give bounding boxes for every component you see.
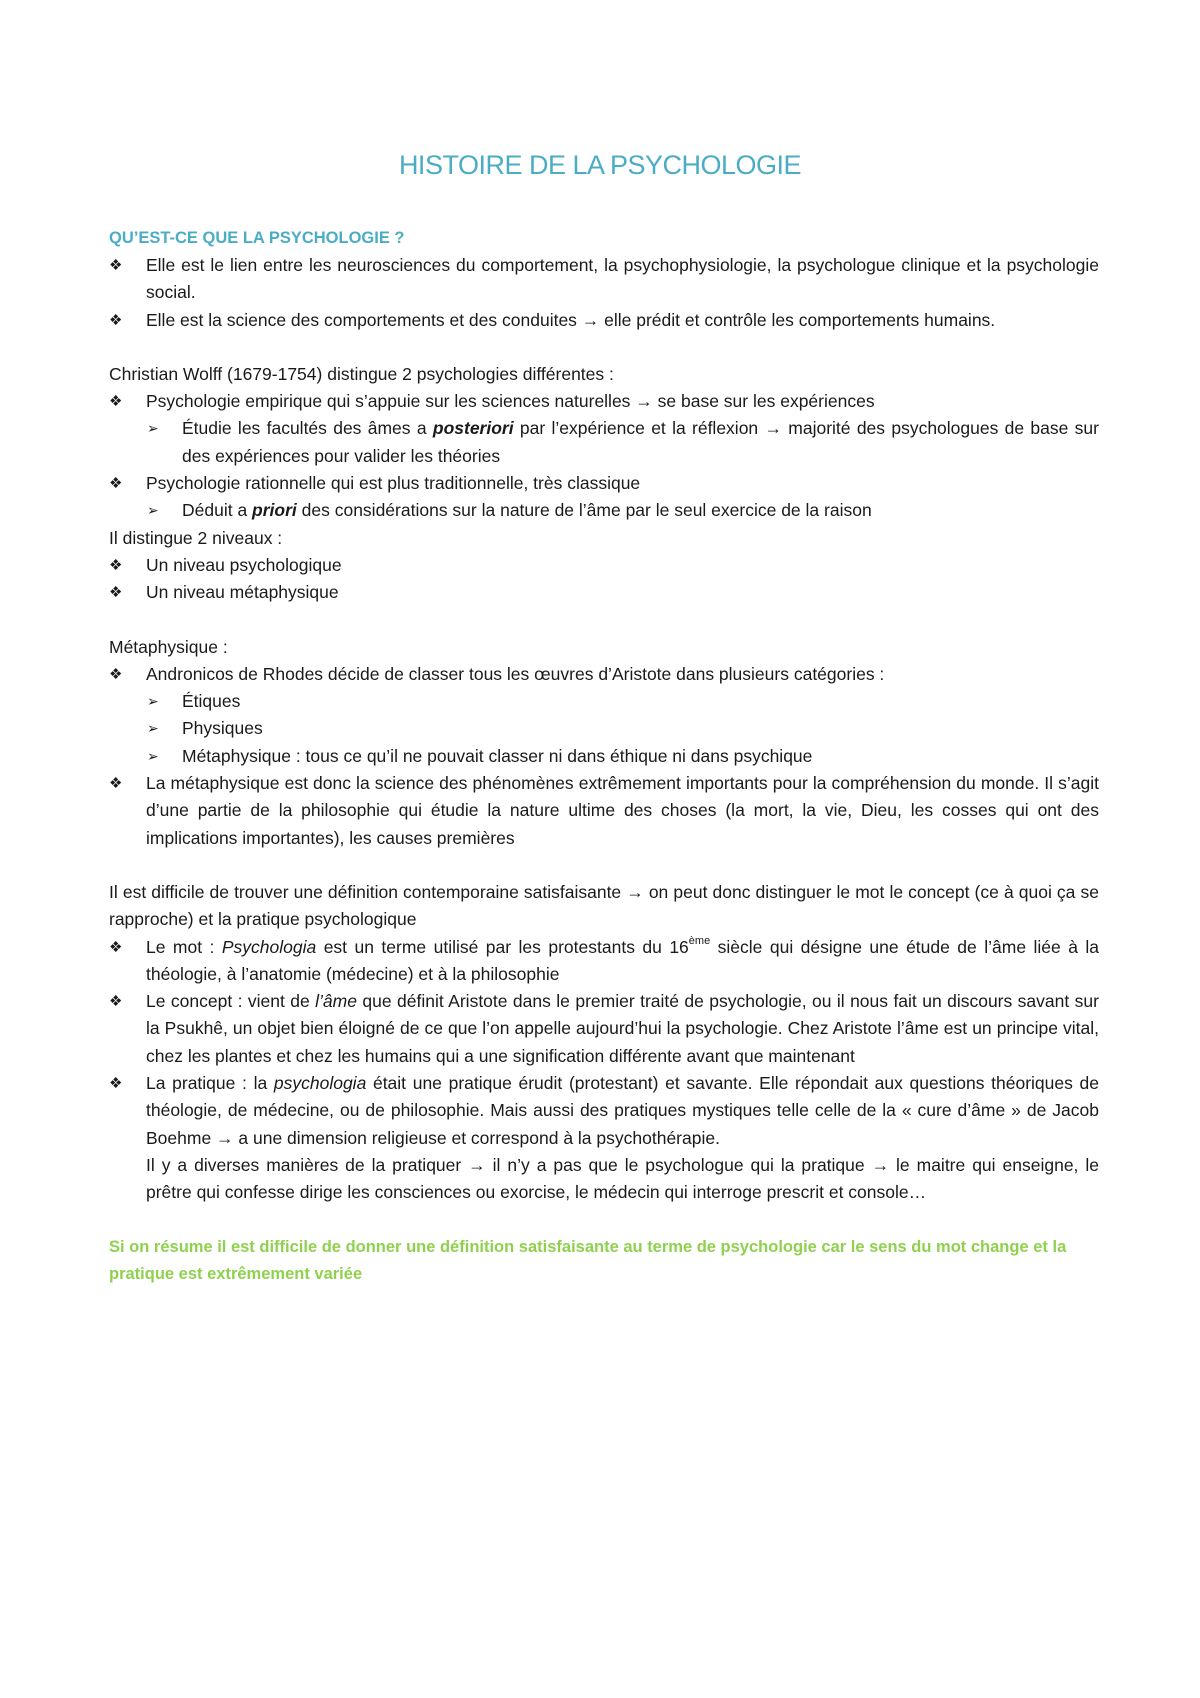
diamond-bullet-icon: ❖ bbox=[109, 665, 123, 683]
paragraph: Christian Wolff (1679-1754) distingue 2 psychologies différentes : bbox=[109, 363, 614, 384]
arrow-bullet-icon: ➢ bbox=[147, 747, 159, 764]
bullet-item bbox=[109, 988, 1099, 1070]
emphasis-posteriori: posteriori bbox=[432, 418, 514, 439]
arrow-bullet-icon: ➢ bbox=[147, 720, 159, 737]
bullet-item bbox=[109, 770, 1099, 852]
bullet-text: Elle est le lien entre les neurosciences du comportement, la psychophysiologie, la psychologue clinique et la psychologie social. bbox=[146, 255, 1099, 303]
bullet-text: Andronicos de Rhodes décide de classer tous les œuvres d’Aristote dans plusieurs catégories : bbox=[146, 663, 885, 684]
diamond-bullet-icon: ❖ bbox=[109, 393, 123, 411]
sub-bullet-item bbox=[109, 743, 1099, 770]
arrow-bullet-icon: ➢ bbox=[147, 420, 159, 437]
bullet-text-post: que définit Aristote dans le premier traité de psychologie, ou il nous fait un discours savant sur la Psukhê, un objet bien éloigné de ce que l’on appelle aujourd’hui la psychologie. Chez Aristote l’âme est un principe vital, chez les plantes et chez les humains qui a une signification différente avant que maintenant bbox=[146, 991, 1099, 1066]
sub-bullet-text-post: des considérations sur la nature de l’âme par le seul exercice de la raison bbox=[296, 500, 872, 521]
diamond-bullet-icon: ❖ bbox=[109, 475, 123, 493]
bullet-item bbox=[109, 307, 1099, 334]
bullet-item bbox=[109, 934, 1099, 989]
diamond-bullet-icon: ❖ bbox=[109, 556, 123, 574]
bullet-item bbox=[109, 552, 1099, 579]
bullet-text: Psychologie empirique qui s’appuie sur les sciences naturelles → se base sur les expériences bbox=[146, 391, 875, 412]
bullet-item bbox=[109, 470, 1099, 497]
bullet-text-mid: est un terme utilisé par les protestants du 16 bbox=[316, 936, 689, 957]
bullet-text: Elle est la science des comportements et des conduites → elle prédit et contrôle les comportements humains. bbox=[146, 309, 996, 330]
sub-bullet-text: Étiques bbox=[182, 691, 241, 712]
summary-conclusion: Si on résume il est difficile de donner une définition satisfaisante au terme de psychologie car le sens du mot change et la pratique est extrêmement variée bbox=[109, 1237, 1067, 1283]
sub-bullet-item bbox=[109, 715, 1099, 742]
sub-bullet-text-post: par l’expérience et la réflexion → majorité des psychologues de base sur des expériences pour valider les théories bbox=[182, 418, 1099, 466]
bullet-text-pre: Le concept : vient de bbox=[146, 991, 316, 1012]
diamond-bullet-icon: ❖ bbox=[109, 257, 123, 274]
sub-bullet-item bbox=[109, 688, 1099, 715]
bullet-text-pre: La pratique : la bbox=[146, 1073, 274, 1094]
emphasis-priori: priori bbox=[252, 500, 297, 521]
paragraph: Il distingue 2 niveaux : bbox=[109, 527, 283, 548]
paragraph: Il est difficile de trouver une définition contemporaine satisfaisante → on peut donc distinguer le mot le concept (ce à quoi ça se rapproche) et la pratique psychologique bbox=[109, 881, 1099, 930]
sub-bullet-text: Métaphysique : tous ce qu’il ne pouvait classer ni dans éthique ni dans psychique bbox=[182, 745, 813, 766]
bullet-item bbox=[109, 661, 1099, 688]
arrow-bullet-icon: ➢ bbox=[147, 502, 159, 519]
bullet-continuation: Il y a diverses manières de la pratiquer → il n’y a pas que le psychologue qui la pratique → le maitre qui enseigne, le prêtre qui confesse dirige les consciences ou exorcise, le médecin qui interroge prescrit et console… bbox=[146, 1154, 1099, 1203]
sub-bullet-item bbox=[109, 415, 1099, 470]
bullet-text-pre: Le mot : bbox=[146, 936, 222, 957]
bullet-item bbox=[109, 252, 1099, 307]
emphasis-ame: l’âme bbox=[315, 991, 357, 1012]
emphasis-psychologia: psychologia bbox=[273, 1073, 367, 1094]
bullet-item bbox=[109, 579, 1099, 606]
document-body bbox=[109, 225, 1099, 1288]
emphasis-psychologia: Psychologia bbox=[221, 936, 317, 957]
bullet-text-post: était une pratique érudit (protestant) et savante. Elle répondait aux questions théoriques de théologie, de médecine, ou de philosophie. Mais aussi des pratiques mystiques telle celle de la « cure d’âme » de Jacob Boehme → a une dimension religieuse et correspond à la psychothérapie. bbox=[146, 1073, 1100, 1148]
diamond-bullet-icon: ❖ bbox=[109, 584, 123, 602]
bullet-text: Psychologie rationnelle qui est plus traditionnelle, très classique bbox=[146, 473, 641, 494]
sub-bullet-text-pre: Étudie les facultés des âmes a bbox=[182, 418, 433, 439]
paragraph: Métaphysique : bbox=[109, 636, 228, 657]
diamond-bullet-icon: ❖ bbox=[109, 1075, 123, 1093]
superscript: ème bbox=[688, 934, 711, 947]
document-title: HISTOIRE DE LA PSYCHOLOGIE bbox=[398, 150, 802, 180]
bullet-text-post: siècle qui désigne une étude de l’âme liée à la théologie, à l’anatomie (médecine) et à la philosophie bbox=[146, 936, 1100, 984]
bullet-text: Un niveau psychologique bbox=[146, 554, 342, 575]
sub-bullet-text-pre: Déduit a bbox=[182, 500, 253, 521]
section-heading: QU’EST-CE QUE LA PSYCHOLOGIE ? bbox=[109, 229, 405, 247]
bullet-item bbox=[109, 1070, 1099, 1206]
arrow-bullet-icon: ➢ bbox=[147, 693, 159, 710]
bullet-text: Un niveau métaphysique bbox=[146, 582, 339, 603]
sub-bullet-text: Physiques bbox=[182, 718, 263, 739]
diamond-bullet-icon: ❖ bbox=[109, 938, 123, 956]
diamond-bullet-icon: ❖ bbox=[109, 311, 123, 329]
diamond-bullet-icon: ❖ bbox=[109, 993, 123, 1011]
bullet-text: La métaphysique est donc la science des phénomènes extrêmement importants pour la compréhension du monde. Il s’agit d’une partie de la philosophie qui étudie la nature ultime des choses (la mort, la vie, Dieu, les cosses qui ont des implications importantes), les causes premières bbox=[146, 773, 1099, 848]
sub-bullet-item bbox=[109, 497, 1099, 524]
diamond-bullet-icon: ❖ bbox=[109, 775, 123, 793]
bullet-item bbox=[109, 388, 1099, 415]
